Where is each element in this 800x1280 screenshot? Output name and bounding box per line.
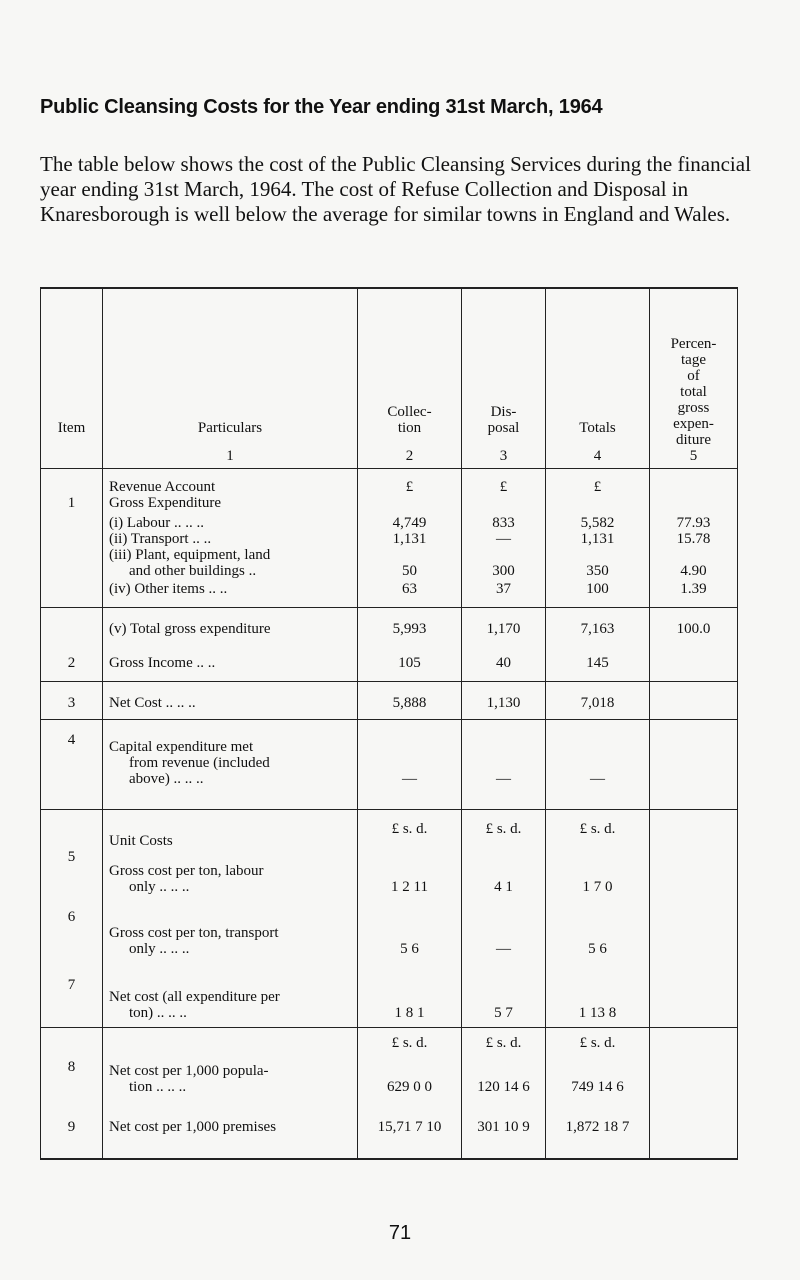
table-row: 5 Gross cost per ton, labour only .. .. .. 1 2 11 4 1 1 7 0: [41, 849, 738, 895]
page-title: Public Cleansing Costs for the Year ending 31st March, 1964: [40, 96, 603, 118]
table-row: (v) Total gross expenditure 5,993 1,170 7,163 100.0: [41, 607, 738, 641]
table-row: 2 Gross Income .. .. 105 40 145: [41, 641, 738, 681]
table-row: (i) Labour .. .. .. 4,749 833 5,582 77.93: [41, 511, 738, 531]
table-row: Revenue Account £ £ £: [41, 469, 738, 496]
table-row: (iv) Other items .. .. 63 37 100 1.39: [41, 579, 738, 607]
header-totals: Totals 4: [546, 288, 650, 469]
header-disposal: Dis- posal 3: [462, 288, 546, 469]
header-item: Item: [41, 288, 103, 469]
table-row: 1 Gross Expenditure: [41, 495, 738, 511]
table-row: 6 Gross cost per ton, transport only .. .. .. 5 6 — 5 6: [41, 895, 738, 957]
header-particulars: Particulars 1: [103, 288, 358, 469]
header-percentage: Percen- tage of total gross expen- diture 5: [650, 288, 738, 469]
header-collection: Collec- tion 2: [358, 288, 462, 469]
table-row: £ s. d. £ s. d. £ s. d.: [41, 1027, 738, 1059]
revenue-account-label: Revenue Account: [103, 469, 358, 496]
gross-expenditure-label: Gross Expenditure: [103, 495, 358, 511]
table-row: (ii) Transport .. .. 1,131 — 1,131 15.78: [41, 531, 738, 547]
cleansing-costs-table: [40, 287, 738, 1160]
table-row: 9 Net cost per 1,000 premises 15,71 7 10 301 10 9 1,872 18 7: [41, 1101, 738, 1159]
table-row: 8 Net cost per 1,000 popula- tion .. .. .. 629 0 0 120 14 6 749 14 6: [41, 1059, 738, 1101]
intro-paragraph: The table below shows the cost of the Public Cleansing Services during the financial year ending 31st March, 1964. The cost of Refuse Collection and Disposal in Knaresborough is well below the average for similar towns in England and Wales.: [40, 152, 751, 226]
table-header-row: [41, 288, 738, 469]
table-row: 4 Capital expenditure met from revenue (included above) .. .. .. — — —: [41, 719, 738, 809]
table-row: Unit Costs £ s. d. £ s. d. £ s. d.: [41, 809, 738, 849]
table-row: 3 Net Cost .. .. .. 5,888 1,130 7,018: [41, 681, 738, 719]
table-row: (iii) Plant, equipment, land and other buildings .. 50 300 350 4.90: [41, 547, 738, 579]
page-number: 71: [388, 1222, 412, 1244]
table-row: 7 Net cost (all expenditure per ton) .. .. .. 1 8 1 5 7 1 13 8: [41, 957, 738, 1027]
